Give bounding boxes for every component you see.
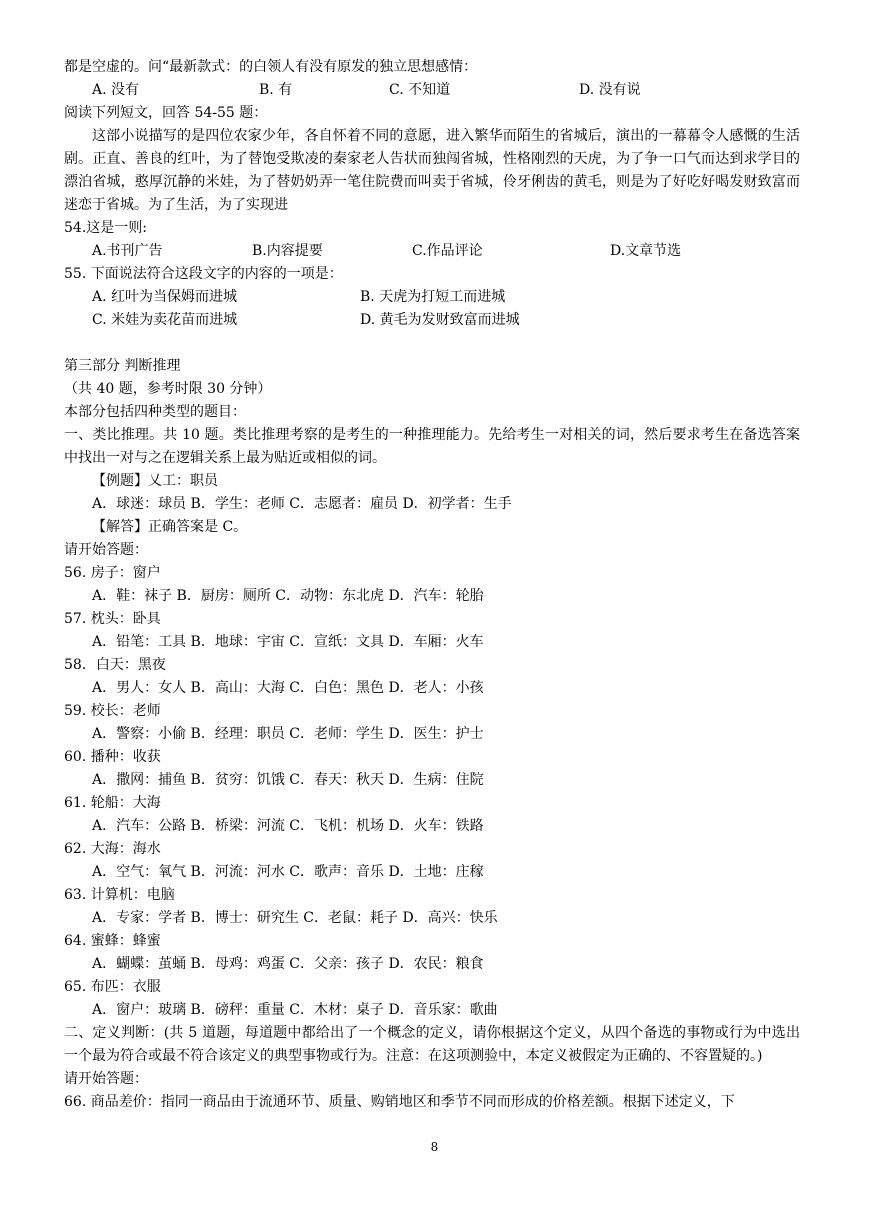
question-options: A．空气：氧气 B．河流：河水 C．歌声：音乐 D．土地：庄稼 bbox=[92, 864, 484, 880]
question-stem: 60. 播种：收获 bbox=[64, 749, 161, 765]
question-options: A．鞋：袜子 B．厨房：厕所 C．动物：东北虎 D．汽车：轮胎 bbox=[92, 588, 484, 604]
q54-option-c: C.作品评论 bbox=[412, 243, 483, 259]
question-stem: 64. 蜜蜂：蜂蜜 bbox=[64, 933, 161, 949]
q66-stem: 66. 商品差价：指同一商品由于流通环节、质量、购销地区和季节不同而形成的价格差额。根据下述定义，下 bbox=[64, 1094, 735, 1110]
q55-options-row1 bbox=[64, 286, 800, 309]
question-options: A．警察：小偷 B．经理：职员 C．老师：学生 D．医生：护士 bbox=[92, 726, 484, 742]
question-stem: 56. 房子：窗户 bbox=[64, 565, 161, 581]
example: 【例题】乂工：职员 bbox=[92, 473, 218, 489]
read-prompt: 阅读下列短文，回答 54-55 题： bbox=[64, 105, 268, 121]
section1-description: 一、类比推理。共 10 题。类比推理考察的是考生的一种推理能力。先给考生一对相关的词，然后要求考生在备选答案中找出一对与之在逻辑关系上最为贴近或相似的词。 bbox=[64, 427, 800, 466]
question-options: A．撒网：捕鱼 B．贫穷：饥饿 C．春天：秋天 D．生病：住院 bbox=[92, 772, 484, 788]
q55-option-b: B. 天虎为打短工而进城 bbox=[360, 289, 506, 305]
q54-options bbox=[64, 240, 800, 263]
top-options bbox=[64, 79, 800, 102]
example-options: A．球迷：球员 B．学生：老师 C．志愿者：雇员 D．初学者：生手 bbox=[92, 496, 512, 512]
question-stem: 61. 轮船：大海 bbox=[64, 795, 161, 811]
question-stem: 59. 校长：老师 bbox=[64, 703, 161, 719]
q54-stem: 54.这是一则: bbox=[64, 220, 147, 236]
q54-option-d: D.文章节选 bbox=[610, 243, 682, 259]
question-stem: 63. 计算机：电脑 bbox=[64, 887, 175, 903]
example-answer: 【解答】正确答案是 C。 bbox=[92, 519, 248, 535]
part3-intro: 本部分包括四种类型的题目： bbox=[64, 404, 246, 420]
q54-option-b: B.内容提要 bbox=[252, 243, 323, 259]
q55-option-d: D. 黄毛为发财致富而进城 bbox=[360, 312, 520, 328]
question-options: A．男人：女人 B．高山：大海 C．白色：黑色 D．老人：小孩 bbox=[92, 680, 484, 696]
question-options: A．铅笔：工具 B．地球：宇宙 C．宣纸：文具 D．车厢：火车 bbox=[92, 634, 484, 650]
q55-option-c: C. 米娃为卖花苗而进城 bbox=[92, 312, 238, 328]
question-stem: 57. 枕头：卧具 bbox=[64, 611, 161, 627]
question-options: A．窗户：玻璃 B．磅秤：重量 C．木材：桌子 D．音乐家：歌曲 bbox=[92, 1002, 498, 1018]
question-options: A．汽车：公路 B．桥梁：河流 C．飞机：机场 D．火车：铁路 bbox=[92, 818, 484, 834]
section2-description: 二、定义判断：(共 5 道题，每道题中都给出了一个概念的定义，请你根据这个定义，从四个备选的事物或行为中选出一个最为符合或最不符合该定义的典型事物或行为。注意：在这项测验中，本定义被假定为正确的、不容置疑的。) bbox=[64, 1025, 800, 1064]
option-d: D. 没有说 bbox=[579, 82, 641, 98]
question-stem: 65. 布匹：衣服 bbox=[64, 979, 161, 995]
q54-option-a: A.书刊广告 bbox=[92, 243, 163, 259]
question-options: A．专家：学者 B．博士：研究生 C．老鼠：耗子 D．高兴：快乐 bbox=[92, 910, 498, 926]
top-line: 都是空虚的。问“最新款式：的白领人有没有原发的独立思想感情： bbox=[64, 59, 478, 75]
option-a: A. 没有 bbox=[92, 82, 140, 98]
question-options: A．蝴蝶：茧蛹 B．母鸡：鸡蛋 C．父亲：孩子 D．农民：粮食 bbox=[92, 956, 484, 972]
page-number: 8 bbox=[430, 1140, 439, 1154]
option-c: C. 不知道 bbox=[389, 82, 451, 98]
part3-time: （共 40 题，参考时限 30 分钟） bbox=[64, 381, 272, 397]
start-prompt: 请开始答题： bbox=[64, 542, 148, 558]
section2-start-prompt: 请开始答题： bbox=[64, 1071, 148, 1087]
q55-option-a: A. 红叶为当保姆而进城 bbox=[92, 289, 238, 305]
q55-options-row2 bbox=[64, 309, 800, 332]
passage: 这部小说描写的是四位农家少年，各自怀着不同的意愿，进入繁华而陌生的省城后，演出的一幕幕令人感慨的生活剧。正直、善良的红叶，为了替饱受欺凌的秦家老人告状而独闯省城，性格刚烈的天虎，为了争一口气而达到求学目的漂泊省城，憨厚沉静的米娃，为了替奶奶弄一笔住院费而叫卖于省城，伶牙俐齿的黄毛，则是为了好吃好喝发财致富而迷恋于省城。为了生活，为了实现进 bbox=[64, 128, 800, 213]
q55-stem: 55. 下面说法符合这段文字的内容的一项是： bbox=[64, 266, 343, 282]
question-stem: 62. 大海：海水 bbox=[64, 841, 161, 857]
document-page bbox=[64, 56, 800, 1114]
question-list bbox=[64, 562, 800, 1022]
question-stem: 58．白天：黑夜 bbox=[64, 657, 166, 673]
part3-title: 第三部分 判断推理 bbox=[64, 358, 181, 374]
option-b: B. 有 bbox=[259, 82, 293, 98]
